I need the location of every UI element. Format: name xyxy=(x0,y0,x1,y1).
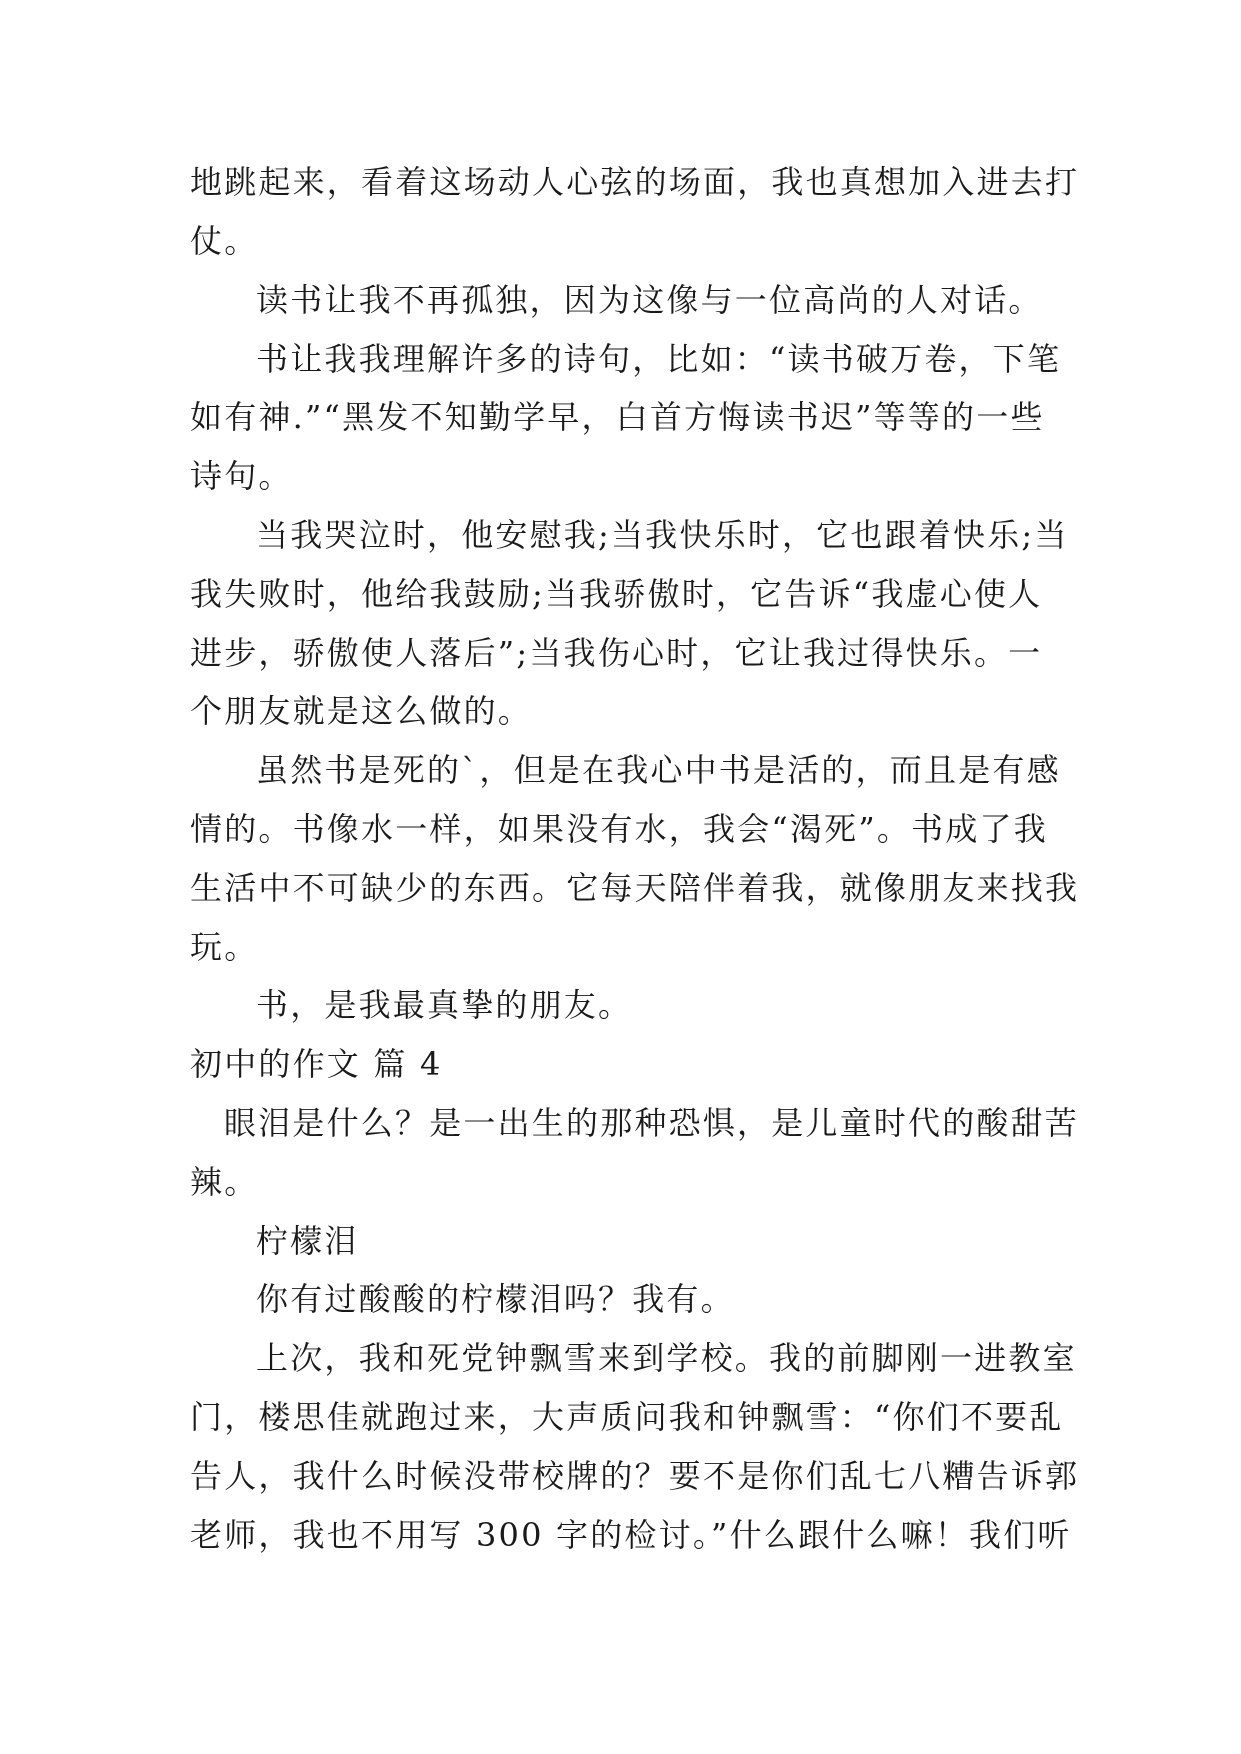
text-line: 如有神.”“黑发不知勤学早，白首方悔读书迟”等等的一些 xyxy=(190,398,1045,436)
text-line: 情的。书像水一样，如果没有水，我会“渴死”。书成了我 xyxy=(190,810,1048,848)
text-line: 上次，我和死党钟飘雪来到学校。我的前脚刚一进教室 xyxy=(256,1339,1077,1377)
text-line: 玩。 xyxy=(190,928,259,966)
text-line: 你有过酸酸的柠檬泪吗？我有。 xyxy=(256,1280,735,1318)
text-line: 虽然书是死的`，但是在我心中书是活的，而且是有感 xyxy=(256,751,1061,789)
text-line: 地跳起来，看着这场动人心弦的场面，我也真想加入进去打 xyxy=(190,163,1080,201)
text-line: 门，楼思佳就跑过来，大声质问我和钟飘雪：“你们不要乱 xyxy=(190,1398,1064,1436)
text-line: 我失败时，他给我鼓励;当我骄傲时，它告诉“我虚心使人 xyxy=(190,575,1043,613)
subtitle: 柠檬泪 xyxy=(256,1222,359,1260)
text-line: 老师，我也不用写 300 字的检讨。”什么跟什么嘛！我们听 xyxy=(190,1516,1072,1554)
text-line: 当我哭泣时，他安慰我;当我快乐时，它也跟着快乐;当 xyxy=(256,516,1069,554)
text-line: 进步，骄傲使人落后”;当我伤心时，它让我过得快乐。一 xyxy=(190,634,1043,672)
text-line: 眼泪是什么？是一出生的那种恐惧，是儿童时代的酸甜苦 xyxy=(224,1104,1080,1142)
text-line: 诗句。 xyxy=(190,457,293,495)
section-heading: 初中的作文 篇 4 xyxy=(190,1045,443,1083)
text-line: 仗。 xyxy=(190,222,259,260)
text-line: 告人，我什么时候没带校牌的？要不是你们乱七八糟告诉郭 xyxy=(190,1457,1080,1495)
text-line: 读书让我不再孤独，因为这像与一位高尚的人对话。 xyxy=(256,281,1043,319)
text-line: 辣。 xyxy=(190,1163,259,1201)
text-line: 生活中不可缺少的东西。它每天陪伴着我，就像朋友来找我 xyxy=(190,869,1080,907)
text-line: 个朋友就是这么做的。 xyxy=(190,692,533,730)
text-line: 书让我我理解许多的诗句，比如：“读书破万卷，下笔 xyxy=(256,340,1062,378)
text-line: 书，是我最真挚的朋友。 xyxy=(256,986,633,1024)
